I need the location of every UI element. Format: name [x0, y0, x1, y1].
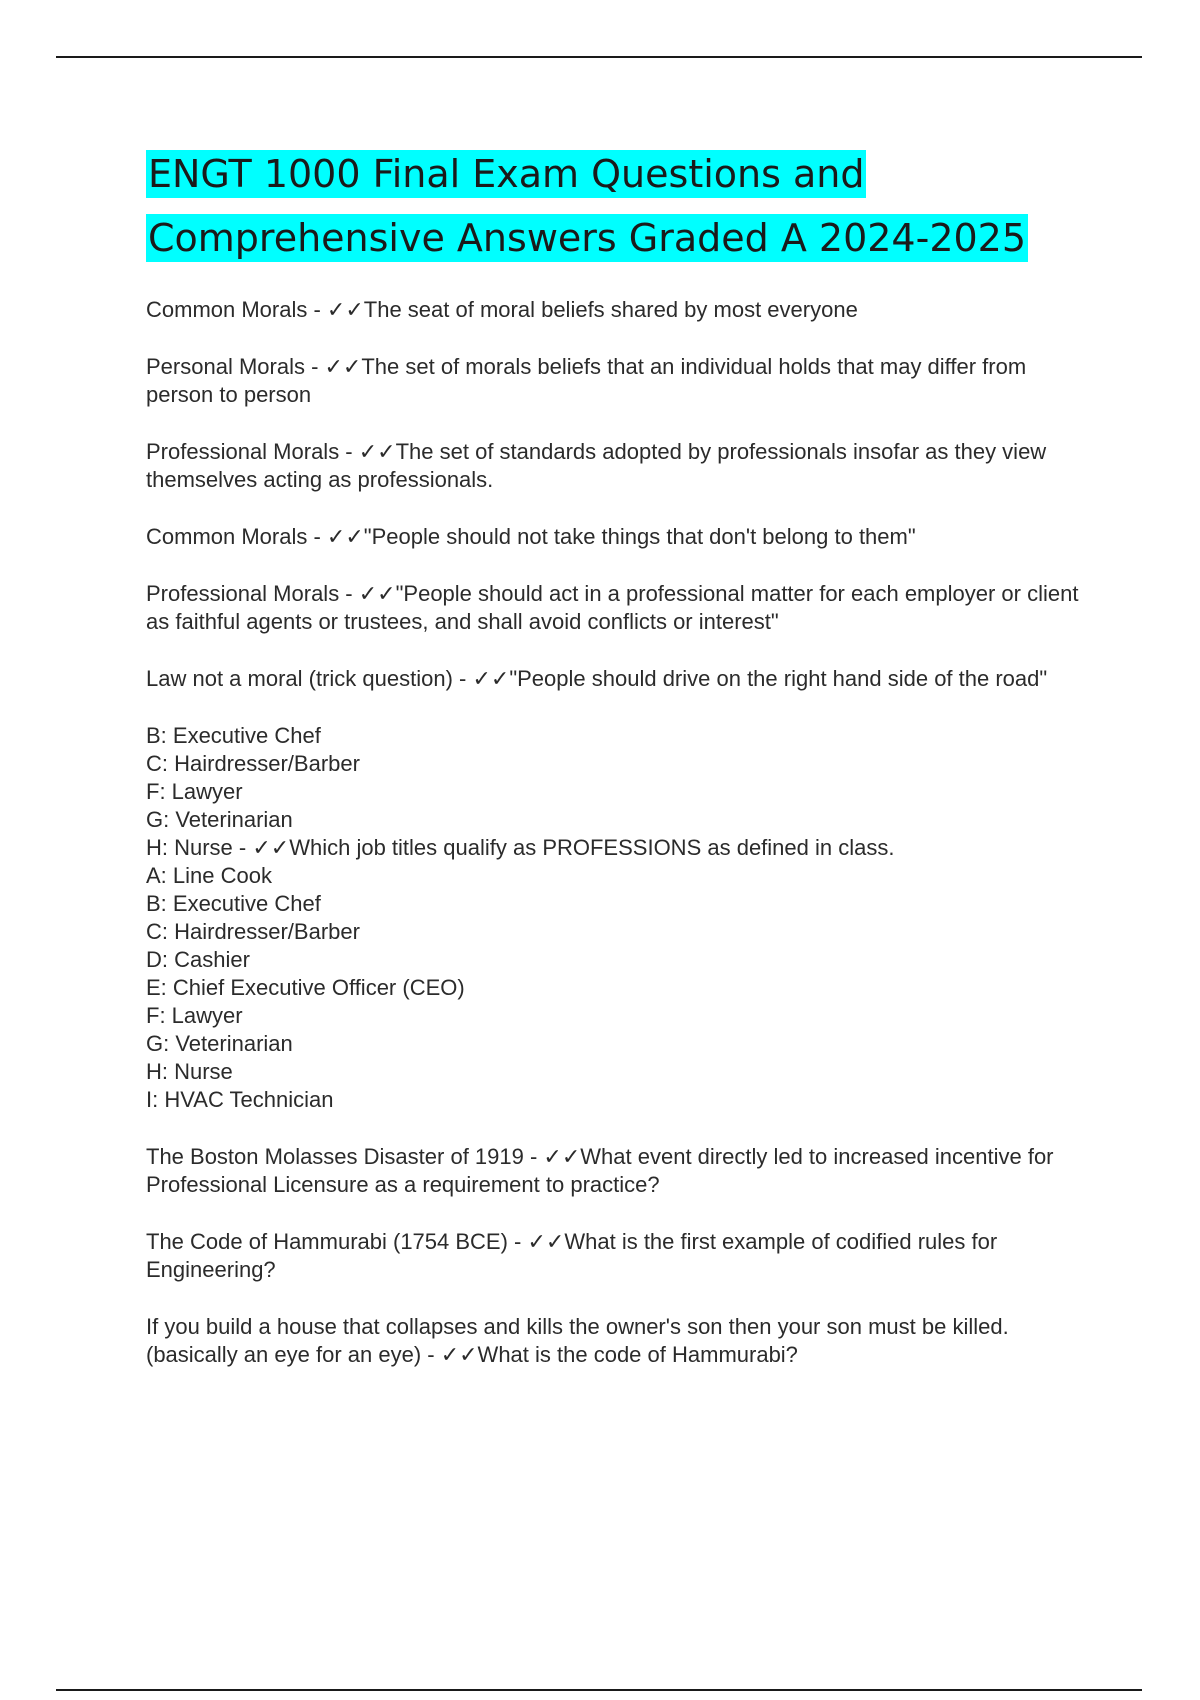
- list-item: H: Nurse - ✓✓Which job titles qualify as PROFESSIONS as defined in class.: [146, 835, 895, 860]
- document-body: [146, 142, 1086, 1398]
- qa-entry: If you build a house that collapses and kills the owner's son then your son must be killed. (basically an eye for an eye) - ✓✓What is the code of Hammurabi?: [146, 1314, 1009, 1367]
- qa-entry: Common Morals - ✓✓"People should not take things that don't belong to them": [146, 524, 916, 549]
- qa-entry: Professional Morals - ✓✓The set of standards adopted by professionals insofar as they view themselves acting as professionals.: [146, 439, 1047, 492]
- list-item: A: Line Cook: [146, 863, 272, 888]
- list-item: B: Executive Chef: [146, 891, 321, 916]
- footer-rule: [56, 1689, 1142, 1691]
- list-item: F: Lawyer: [146, 1003, 243, 1028]
- qa-entry: Law not a moral (trick question) - ✓✓"People should drive on the right hand side of the road": [146, 666, 1048, 691]
- list-item: G: Veterinarian: [146, 807, 293, 832]
- qa-entry: Professional Morals - ✓✓"People should act in a professional matter for each employer or client as faithful agents or trustees, and shall avoid conflicts or interest": [146, 581, 1079, 634]
- list-item: F: Lawyer: [146, 779, 243, 804]
- list-item: B: Executive Chef: [146, 723, 321, 748]
- professions-list: [146, 722, 1086, 1114]
- qa-entry: Personal Morals - ✓✓The set of morals beliefs that an individual holds that may differ from person to person: [146, 354, 1027, 407]
- qa-entry: The Code of Hammurabi (1754 BCE) - ✓✓What is the first example of codified rules for Engineering?: [146, 1229, 998, 1282]
- list-item: H: Nurse: [146, 1059, 233, 1084]
- title-highlight: ENGT 1000 Final Exam Questions and Comprehensive Answers Graded A 2024-2025: [148, 152, 1027, 260]
- qa-entry: The Boston Molasses Disaster of 1919 - ✓✓What event directly led to increased incentive for Professional Licensure as a requirement to practice?: [146, 1144, 1054, 1197]
- list-item: C: Hairdresser/Barber: [146, 919, 360, 944]
- list-item: G: Veterinarian: [146, 1031, 293, 1056]
- list-item: E: Chief Executive Officer (CEO): [146, 975, 465, 1000]
- document-title: [146, 142, 1086, 270]
- list-item: C: Hairdresser/Barber: [146, 751, 360, 776]
- list-item: D: Cashier: [146, 947, 250, 972]
- list-item: I: HVAC Technician: [146, 1087, 334, 1112]
- header-rule: [56, 56, 1142, 58]
- qa-entry: Common Morals - ✓✓The seat of moral beliefs shared by most everyone: [146, 297, 858, 322]
